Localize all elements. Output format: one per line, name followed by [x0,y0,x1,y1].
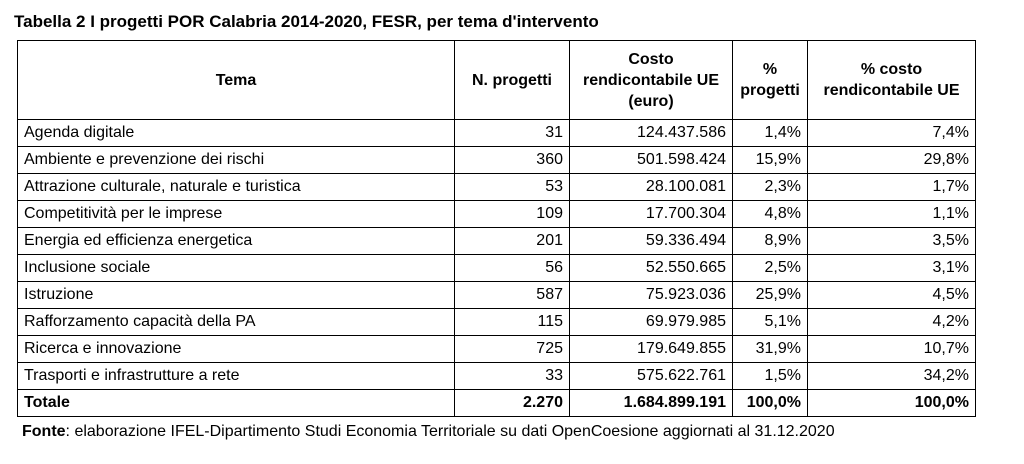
table-row [18,309,976,336]
table-row [18,228,976,255]
header-pct-progetti-line-2: progetti [740,82,800,99]
cell-n-progetti: 109 [455,201,570,228]
cell-tema: Inclusione sociale [18,255,455,282]
cell-n-progetti: 115 [455,309,570,336]
header-costo-line-3: (euro) [628,92,674,110]
cell-costo: 28.100.081 [570,174,733,201]
table-row [18,201,976,228]
cell-pct-progetti: 5,1% [733,309,808,336]
cell-costo: 501.598.424 [570,147,733,174]
header-costo-line-1: Costo [628,50,674,68]
total-row [18,390,976,417]
cell-costo: 124.437.586 [570,120,733,147]
header-pct-progetti-line-1: % [762,61,778,78]
cell-costo: 17.700.304 [570,201,733,228]
header-n-progetti: N. progetti [455,41,570,120]
cell-tema: Rafforzamento capacità della PA [18,309,455,336]
cell-tema: Attrazione culturale, naturale e turistica [18,174,455,201]
header-tema: Tema [18,41,455,120]
cell-costo: 52.550.665 [570,255,733,282]
cell-costo: 575.622.761 [570,363,733,390]
cell-pct-costo: 3,1% [808,255,976,282]
cell-pct-progetti: 2,5% [733,255,808,282]
cell-pct-costo: 4,2% [808,309,976,336]
cell-n-progetti: 360 [455,147,570,174]
cell-costo: 69.979.985 [570,309,733,336]
table-row [18,120,976,147]
header-pct-costo-line-2: rendicontabile UE [823,82,960,99]
cell-pct-costo: 34,2% [808,363,976,390]
cell-tema: Competitività per le imprese [18,201,455,228]
cell-tema: Ricerca e innovazione [18,336,455,363]
header-pct-costo [808,41,976,120]
total-pct-progetti: 100,0% [733,390,808,417]
header-pct-costo-line-1: % costo [860,61,923,78]
total-pct-costo: 100,0% [808,390,976,417]
total-label: Totale [18,390,455,417]
cell-pct-progetti: 2,3% [733,174,808,201]
cell-tema: Agenda digitale [18,120,455,147]
cell-costo: 75.923.036 [570,282,733,309]
header-row [18,41,976,120]
cell-pct-costo: 1,7% [808,174,976,201]
cell-costo: 179.649.855 [570,336,733,363]
cell-n-progetti: 53 [455,174,570,201]
cell-pct-progetti: 4,8% [733,201,808,228]
table-row [18,282,976,309]
cell-pct-costo: 29,8% [808,147,976,174]
cell-tema: Ambiente e prevenzione dei rischi [18,147,455,174]
cell-n-progetti: 201 [455,228,570,255]
cell-pct-progetti: 1,5% [733,363,808,390]
cell-tema: Energia ed efficienza energetica [18,228,455,255]
cell-n-progetti: 33 [455,363,570,390]
header-costo [570,41,733,120]
cell-tema: Istruzione [18,282,455,309]
header-pct-progetti [733,41,808,120]
table-caption: Tabella 2 I progetti POR Calabria 2014-2020, FESR, per tema d'intervento [14,12,599,31]
cell-n-progetti: 725 [455,336,570,363]
cell-pct-costo: 4,5% [808,282,976,309]
cell-pct-progetti: 31,9% [733,336,808,363]
cell-tema: Trasporti e infrastrutture a rete [18,363,455,390]
cell-n-progetti: 56 [455,255,570,282]
cell-costo: 59.336.494 [570,228,733,255]
source-note [22,423,835,441]
cell-pct-costo: 3,5% [808,228,976,255]
cell-pct-costo: 1,1% [808,201,976,228]
cell-n-progetti: 587 [455,282,570,309]
projects-table [17,40,976,417]
cell-pct-progetti: 15,9% [733,147,808,174]
header-costo-line-2: rendicontabile UE [582,71,720,89]
table-row [18,147,976,174]
total-n-progetti: 2.270 [455,390,570,417]
cell-pct-progetti: 8,9% [733,228,808,255]
total-costo: 1.684.899.191 [570,390,733,417]
cell-pct-progetti: 1,4% [733,120,808,147]
source-text: : elaborazione IFEL-Dipartimento Studi Economia Territoriale su dati OpenCoesione aggiornati al 31.12.2020 [65,423,835,440]
source-label: Fonte [22,423,66,440]
table-row [18,174,976,201]
cell-n-progetti: 31 [455,120,570,147]
cell-pct-progetti: 25,9% [733,282,808,309]
table-row [18,336,976,363]
cell-pct-costo: 7,4% [808,120,976,147]
table-row [18,363,976,390]
table-row [18,255,976,282]
cell-pct-costo: 10,7% [808,336,976,363]
